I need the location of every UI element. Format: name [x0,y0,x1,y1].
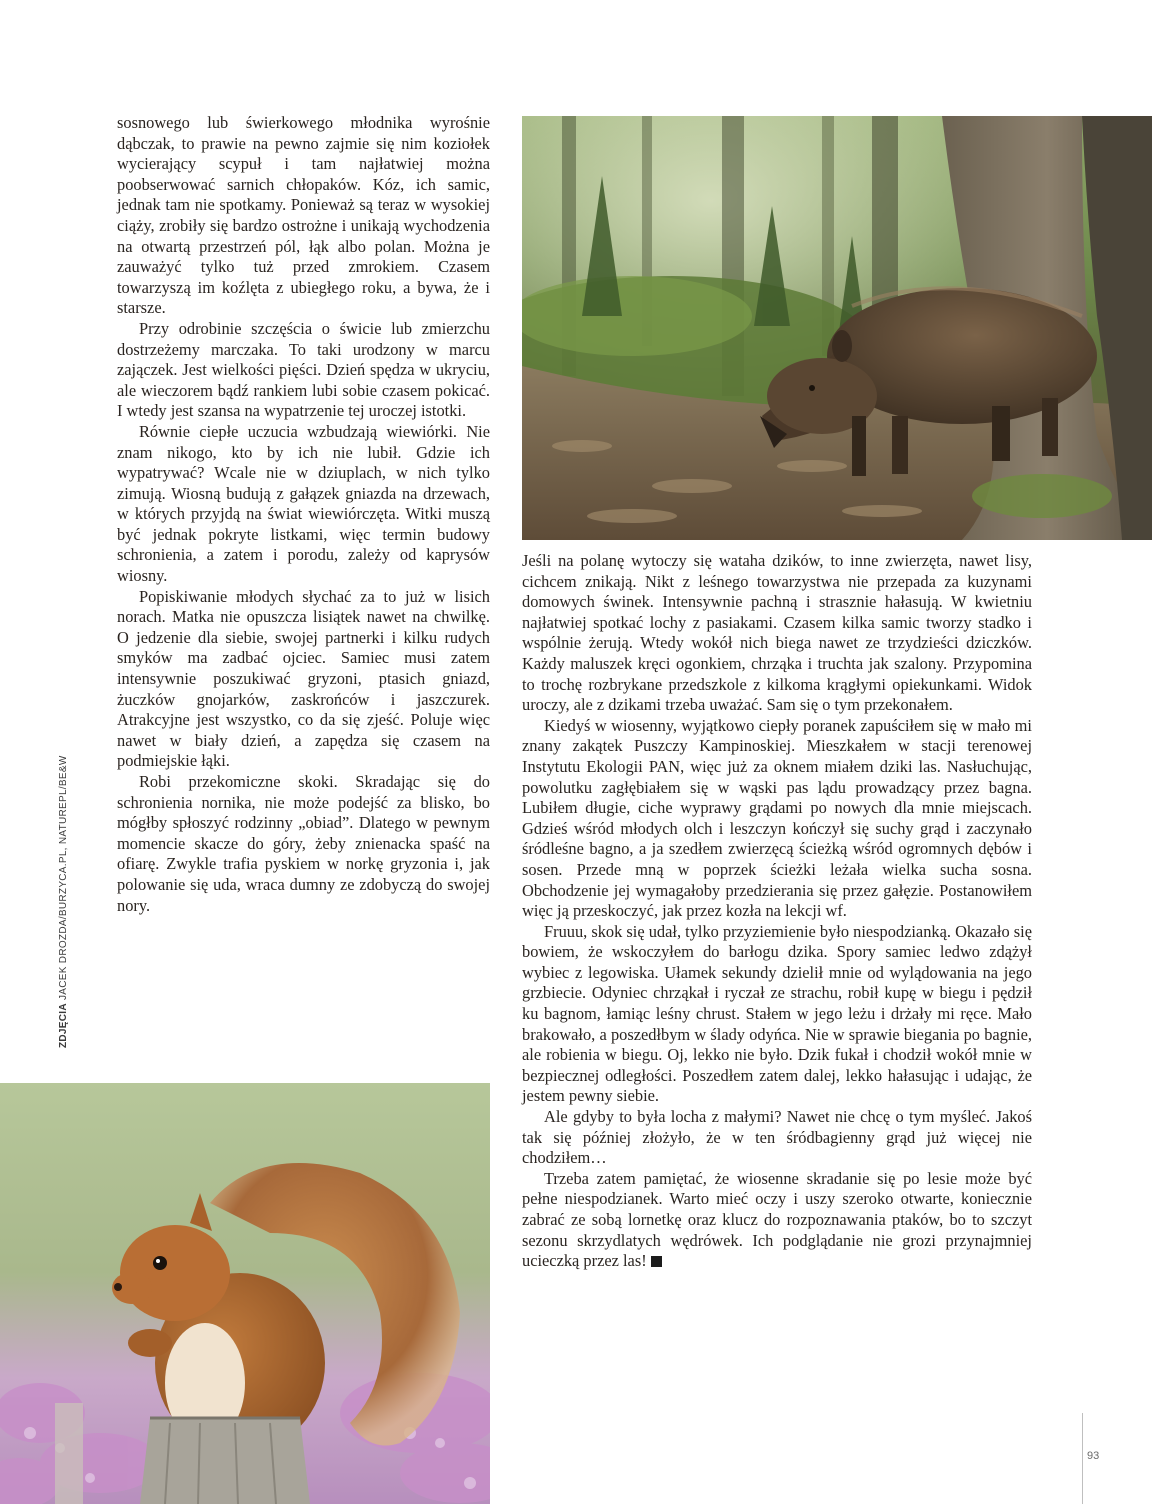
paragraph: sosnowego lub świerkowego młodnika wyrośnie dąbczak, to prawie na pewno zajmie się nim koziołek wycierający scypuł i tam najłatwiej można poobserwować sarnich chłopaków. Kóz, ich samic, jednak tam nie spotkamy. Ponieważ są teraz w wysokiej ciąży, zrobiły się bardzo ostrożne i unikają wychodzenia na otwartą przestrzeń pól, łąk albo polan. Można je zauważyć tylko tuż przed zmrokiem. Czasem towarzyszą im koźlęta z ubiegłego roku, a bywa, że i starsze. [117,113,490,318]
photo-credit-label: ZDJĘCIA [58,1003,69,1048]
paragraph: Kiedyś w wiosenny, wyjątkowo ciepły poranek zapuściłem się w mało mi znany zakątek Puszczy Kampinoskiej. Mieszkałem w stacji terenowej Instytutu Ekologii PAN, więc już za oknem miałem dziki las. Nasłuchując, powolutku zagłębiałem się w wąski pas lądu prowadzący przez bagna. Lubiłem długie, ciche wyprawy grądami po nowych dla mnie miejscach. Gdzieś wśród młodych olch i leszczyn kończył się suchy grąd i zaczynało śródleśne bagno, a ja szedłem zwierzęcą ścieżką wśród ogromnych dębów i sosen. Przede mną w poprzek ścieżki leżała wielka sucha sosna. Obchodzenie jej wymagałoby przedzierania się przez gałęzie. Postanowiłem więc ją przeskoczyć, jak przez kozła na lekcji wf. [522,715,1032,921]
wild-boar-photo [522,116,1152,540]
paragraph: Równie ciepłe uczucia wzbudzają wiewiórki. Nie znam nikogo, kto by ich nie lubił. Gdzie ich wypatrywać? Wcale nie w dziuplach, w nich tylko zimują. Wiosną budują z gałązek gniazda na drzewach, w których przyjdą na świat wiewiórczęta. Witki muszą być jednak pokryte listkami, więc termin budowy schronienia, a zatem i porodu, zależy od kaprysów wiosny. [117,421,490,586]
page-number-divider [1082,1413,1083,1504]
paragraph-final [522,1169,1032,1272]
paragraph: Jeśli na polanę wytoczy się wataha dzików, to inne zwierzęta, nawet lisy, cichcem znikają. Nikt z leśnego towarzystwa nie przepada za kuzynami domowych świnek. Intensywnie pachną i strasznie hałasują. W kwietniu najłatwiej spotkać lochy z pasiakami. Czasem kilka samic tworzy stadko i wspólnie żerują. Wtedy wokół nich biega nawet ze trzydzieści dziczków. Każdy maluszek kręci ogonkiem, chrząka i truchta jak szalony. Przypomina to trochę rozbrykane przedszkole z kilkoma krągłymi opiekunkami. Widok uroczy, ale z dzikami trzeba uważać. Sam się o tym przekonałem. [522,551,1032,715]
photo-credit-text: JACEK DROZDA/BURZYCA.PL, NATUREPL/BE&W [58,755,69,1001]
article-column-right [522,551,1032,1272]
red-squirrel-photo [0,1083,490,1504]
paragraph: Robi przekomiczne skoki. Skradając się do schronienia nornika, nie może podejść za blisko, bo mógłby spłoszyć rodzinny „obiad”. Dlatego w pewnym momencie skacze do góry, żeby znienacka spaść na ofiarę. Zwykle trafia pyskiem w norkę gryzonia i, jak polowanie się uda, wraca dumny ze zdobyczą do swojej nory. [117,772,490,915]
end-of-article-square-icon [651,1256,662,1267]
paragraph: Popiskiwanie młodych słychać za to już w lisich norach. Matka nie opuszcza lisiątek nawet na chwilkę. O jedzenie dla siebie, swojej partnerki i kilku rudych smyków ma zadbać ojciec. Samiec musi zatem intensywnie poszukiwać gryzoni, ptasich gniazd, żuczków gnojarków, zaskrońców i jaszczurek. Atrakcyjne jest wszystko, co da się zjeść. Poluje więc nawet w biały dzień, a zapędza się czasem na podmiejskie łąki. [117,586,490,771]
photo-credit [58,755,69,1048]
paragraph: Ale gdyby to była locha z małymi? Nawet nie chcę o tym myśleć. Jakoś tak się później złożyło, że w ten śródbagienny grąd już więcej nie chodziłem… [522,1107,1032,1168]
paragraph: Fruuu, skok się udał, tylko przyziemienie było niespodzianką. Okazało się bowiem, że wskoczyłem do barłogu dzika. Spory samiec ledwo zdążył wybiec z legowiska. Ułamek sekundy dzielił mnie od wylądowania na jego grzbiecie. Odyniec chrząkał i ryczał ze strachu, robił kupę w biegu i pędził ku bagnom, łamiąc leśny chrust. Stałem w jego leżu i drżały mi ręce. Mało brakowało, a poszedłbym w ślady odyńca. Nie w sprawie biegania po bagnie, ale robienia w biegu. Oj, lekko nie było. Dzik fukał i chodził wokół mnie w bezpiecznej odległości. Poszedłem zatem dalej, lekko hałasując i udając, że jestem pewny siebie. [522,921,1032,1106]
paragraph-final-text: Trzeba zatem pamiętać, że wiosenne skradanie się po lesie może być pełne niespodzianek. Warto mieć oczy i uszy szeroko otwarte, koniecznie zabrać ze sobą lornetkę oraz klucz do rozpoznawania ptaków, bo to szczyt sezonu skrzydlatych wędrówek. Ich podglądanie nie grozi przynajmniej ucieczką przez las! [522,1168,1032,1271]
paragraph: Przy odrobinie szczęścia o świcie lub zmierzchu dostrzeżemy marczaka. To taki urodzony w marcu zajączek. Jest wielkości pięści. Dzień spędza w ukryciu, ale wieczorem bądź rankiem lubi sobie czasem pokicać. I wtedy jest szansa na wypatrzenie tej uroczej istotki. [117,318,490,421]
article-column-left [117,113,490,916]
page-number: 93 [1087,1450,1100,1462]
